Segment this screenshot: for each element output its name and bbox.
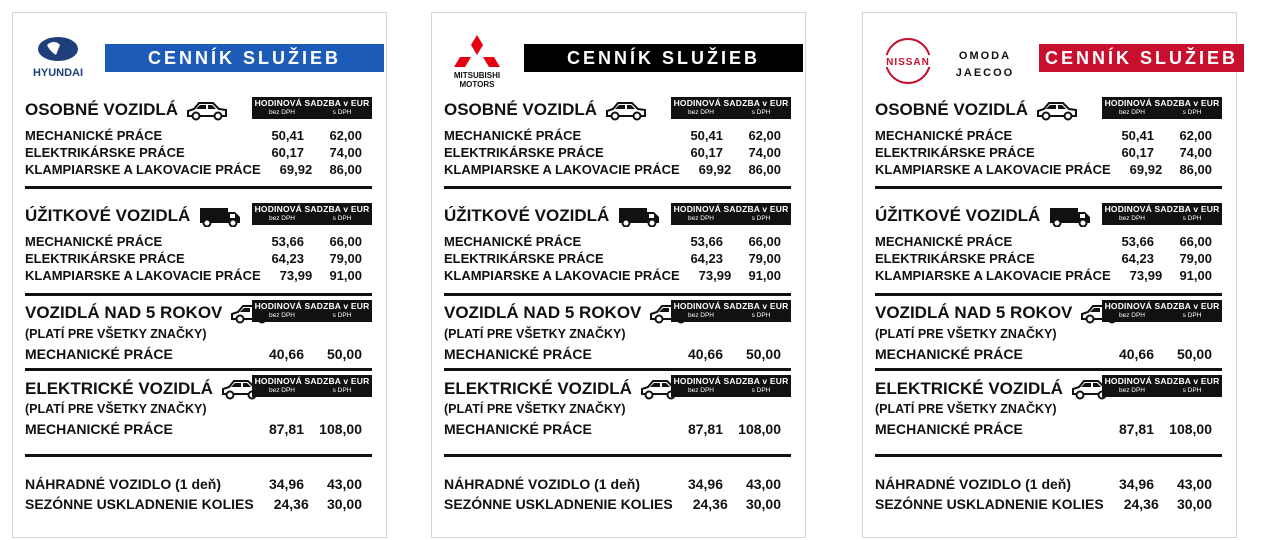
section-title-text: VOZIDLÁ NAD 5 ROKOV	[25, 303, 223, 322]
section-title-text: OSOBNÉ VOZIDLÁ	[444, 100, 598, 119]
price-row	[25, 345, 372, 362]
section-subtitle: (PLATÍ PRE VŠETKY ZNAČKY)	[25, 327, 207, 341]
price-row	[444, 161, 791, 178]
price-gross: 79,00	[748, 251, 781, 266]
price-gross: 43,00	[326, 475, 362, 492]
price-gross: 79,00	[329, 251, 362, 266]
price-row	[875, 267, 1222, 284]
price-row-label: SEZÓNNE USKLADNENIE KOLIES	[25, 495, 254, 512]
price-row	[444, 420, 791, 437]
section-subtitle: (PLATÍ PRE VŠETKY ZNAČKY)	[444, 327, 626, 341]
price-net: 73,99	[1129, 268, 1163, 283]
rate-col-net: bez DPH	[687, 215, 714, 222]
price-row	[444, 233, 791, 250]
section-divider	[444, 368, 791, 371]
brand-logo	[863, 33, 1033, 93]
price-gross: 91,00	[1179, 268, 1212, 283]
price-card-nissan-omoda-jaecoo	[862, 12, 1237, 538]
price-net: 34,96	[687, 475, 723, 492]
price-net: 69,92	[279, 162, 313, 177]
rate-header-title: HODINOVÁ SADZBA v EUR	[254, 301, 370, 311]
price-row-label: MECHANICKÉ PRÁCE	[25, 420, 173, 437]
price-row-label: KLAMPIARSKE A LAKOVACIE PRÁCE	[444, 268, 680, 283]
price-row-label: NÁHRADNÉ VOZIDLO (1 deň)	[875, 475, 1071, 492]
section-divider	[875, 186, 1222, 189]
section-title-text: VOZIDLÁ NAD 5 ROKOV	[444, 303, 642, 322]
price-gross: 86,00	[329, 162, 362, 177]
section-title-text: OSOBNÉ VOZIDLÁ	[25, 100, 179, 119]
price-gross: 86,00	[748, 162, 781, 177]
price-gross: 66,00	[748, 234, 781, 249]
rate-header-title: HODINOVÁ SADZBA v EUR	[673, 98, 789, 108]
rate-header-box	[252, 203, 372, 225]
rate-header-title: HODINOVÁ SADZBA v EUR	[1104, 301, 1220, 311]
price-row-label: MECHANICKÉ PRÁCE	[25, 345, 173, 362]
rate-col-gross: s DPH	[1182, 387, 1202, 394]
rate-header-box	[671, 203, 791, 225]
price-row-label: MECHANICKÉ PRÁCE	[444, 128, 582, 143]
rate-col-gross: s DPH	[332, 312, 352, 319]
price-row-label: MECHANICKÉ PRÁCE	[875, 345, 1023, 362]
price-row	[444, 475, 791, 492]
price-gross: 108,00	[738, 420, 781, 437]
car-icon	[186, 99, 228, 121]
price-net: 53,66	[1121, 234, 1154, 249]
rate-col-gross: s DPH	[751, 109, 771, 116]
price-row-label: KLAMPIARSKE A LAKOVACIE PRÁCE	[25, 268, 261, 283]
rate-header-title: HODINOVÁ SADZBA v EUR	[1104, 204, 1220, 214]
section-divider	[444, 186, 791, 189]
price-row	[444, 345, 791, 362]
price-row	[444, 495, 791, 512]
car-icon	[605, 99, 647, 121]
section-title	[875, 205, 1092, 227]
header-bar	[1039, 44, 1244, 72]
section-title	[25, 99, 228, 121]
rate-header-columns	[252, 312, 372, 320]
price-row	[25, 233, 372, 250]
brand-logo	[13, 33, 103, 93]
price-gross: 62,00	[1179, 128, 1212, 143]
rate-header-box	[252, 375, 372, 397]
rate-col-gross: s DPH	[751, 215, 771, 222]
price-net: 87,81	[268, 420, 304, 437]
hyundai-wordmark: HYUNDAI	[32, 67, 84, 79]
price-row	[875, 127, 1222, 144]
price-gross: 43,00	[745, 475, 781, 492]
price-gross: 91,00	[329, 268, 362, 283]
price-row-label: MECHANICKÉ PRÁCE	[444, 234, 582, 249]
section-title-text: ELEKTRICKÉ VOZIDLÁ	[875, 379, 1063, 398]
rate-header-title: HODINOVÁ SADZBA v EUR	[673, 204, 789, 214]
header-bar	[105, 44, 384, 72]
price-net: 40,66	[268, 345, 304, 362]
section-divider	[25, 293, 372, 296]
price-row	[25, 267, 372, 284]
van-icon	[1048, 205, 1092, 227]
price-net: 24,36	[1123, 495, 1159, 512]
price-net: 34,96	[1118, 475, 1154, 492]
rate-col-net: bez DPH	[268, 312, 295, 319]
price-row	[25, 161, 372, 178]
price-row	[875, 161, 1222, 178]
rate-header-box	[252, 97, 372, 119]
section-title	[444, 302, 691, 324]
svg-text:NISSAN: NISSAN	[886, 57, 930, 68]
price-row	[25, 475, 372, 492]
price-row-label: MECHANICKÉ PRÁCE	[875, 420, 1023, 437]
price-gross: 74,00	[329, 145, 362, 160]
price-row-label: KLAMPIARSKE A LAKOVACIE PRÁCE	[25, 162, 261, 177]
price-net: 53,66	[271, 234, 304, 249]
rate-col-gross: s DPH	[332, 215, 352, 222]
section-title-text: VOZIDLÁ NAD 5 ROKOV	[875, 303, 1073, 322]
price-row	[875, 345, 1222, 362]
rate-header-box	[1102, 375, 1222, 397]
price-row-label: KLAMPIARSKE A LAKOVACIE PRÁCE	[875, 162, 1111, 177]
rate-col-gross: s DPH	[1182, 109, 1202, 116]
section-subtitle: (PLATÍ PRE VŠETKY ZNAČKY)	[25, 402, 207, 416]
van-icon	[617, 205, 661, 227]
rate-header-title: HODINOVÁ SADZBA v EUR	[673, 376, 789, 386]
rate-header-columns	[671, 215, 791, 223]
price-row	[444, 250, 791, 267]
rate-col-gross: s DPH	[332, 387, 352, 394]
van-icon	[198, 205, 242, 227]
rate-col-net: bez DPH	[268, 387, 295, 394]
rate-header-columns	[671, 109, 791, 117]
rate-col-net: bez DPH	[687, 387, 714, 394]
rate-col-net: bez DPH	[1118, 109, 1145, 116]
section-divider	[25, 454, 372, 457]
price-net: 73,99	[279, 268, 313, 283]
price-net: 87,81	[687, 420, 723, 437]
price-row	[444, 144, 791, 161]
rate-header-box	[671, 375, 791, 397]
hyundai-logo	[13, 33, 103, 93]
section-divider	[875, 454, 1222, 457]
rate-header-box	[1102, 97, 1222, 119]
section-subtitle: (PLATÍ PRE VŠETKY ZNAČKY)	[875, 327, 1057, 341]
price-row-label: ELEKTRIKÁRSKE PRÁCE	[444, 145, 604, 160]
rate-header-columns	[252, 109, 372, 117]
rate-col-net: bez DPH	[1118, 312, 1145, 319]
price-net: 50,41	[1121, 128, 1154, 143]
nissan-omoda-jaecoo-logos	[863, 33, 1033, 93]
rate-col-net: bez DPH	[268, 215, 295, 222]
rate-header-columns	[252, 215, 372, 223]
section-divider	[875, 368, 1222, 371]
price-row-label: MECHANICKÉ PRÁCE	[444, 345, 592, 362]
price-row	[444, 127, 791, 144]
price-net: 69,92	[1129, 162, 1163, 177]
section-title-text: ELEKTRICKÉ VOZIDLÁ	[444, 379, 632, 398]
price-gross: 43,00	[1176, 475, 1212, 492]
price-net: 40,66	[687, 345, 723, 362]
section-divider	[25, 186, 372, 189]
price-gross: 30,00	[326, 495, 362, 512]
section-title	[875, 99, 1078, 121]
rate-header-box	[1102, 203, 1222, 225]
price-row-label: NÁHRADNÉ VOZIDLO (1 deň)	[25, 475, 221, 492]
section-subtitle: (PLATÍ PRE VŠETKY ZNAČKY)	[875, 402, 1057, 416]
svg-text:MOTORS: MOTORS	[459, 80, 495, 89]
price-row	[875, 420, 1222, 437]
price-card-mitsubishi	[431, 12, 806, 538]
price-net: 34,96	[268, 475, 304, 492]
rate-header-title: HODINOVÁ SADZBA v EUR	[673, 301, 789, 311]
price-row-label: KLAMPIARSKE A LAKOVACIE PRÁCE	[875, 268, 1111, 283]
price-net: 64,23	[1121, 251, 1154, 266]
rate-header-columns	[671, 387, 791, 395]
price-net: 73,99	[698, 268, 732, 283]
rate-header-title: HODINOVÁ SADZBA v EUR	[254, 204, 370, 214]
price-row	[25, 420, 372, 437]
price-row	[875, 475, 1222, 492]
price-gross: 79,00	[1179, 251, 1212, 266]
rate-header-title: HODINOVÁ SADZBA v EUR	[1104, 98, 1220, 108]
price-net: 64,23	[690, 251, 723, 266]
section-divider	[25, 368, 372, 371]
rate-col-net: bez DPH	[1118, 387, 1145, 394]
price-gross: 30,00	[1176, 495, 1212, 512]
rate-header-title: HODINOVÁ SADZBA v EUR	[254, 376, 370, 386]
price-row-label: SEZÓNNE USKLADNENIE KOLIES	[875, 495, 1104, 512]
section-divider	[875, 293, 1222, 296]
section-divider	[444, 454, 791, 457]
rate-header-box	[671, 97, 791, 119]
section-title	[25, 377, 273, 401]
price-gross: 30,00	[745, 495, 781, 512]
price-net: 60,17	[690, 145, 723, 160]
section-divider	[444, 293, 791, 296]
section-title	[444, 205, 661, 227]
section-subtitle: (PLATÍ PRE VŠETKY ZNAČKY)	[444, 402, 626, 416]
price-net: 69,92	[698, 162, 732, 177]
price-gross: 66,00	[329, 234, 362, 249]
price-gross: 66,00	[1179, 234, 1212, 249]
rate-col-gross: s DPH	[1182, 215, 1202, 222]
price-row	[25, 250, 372, 267]
price-row-label: ELEKTRIKÁRSKE PRÁCE	[444, 251, 604, 266]
price-gross: 50,00	[326, 345, 362, 362]
price-gross: 62,00	[329, 128, 362, 143]
section-title	[25, 302, 272, 324]
price-net: 24,36	[273, 495, 309, 512]
rate-header-columns	[1102, 109, 1222, 117]
price-net: 40,66	[1118, 345, 1154, 362]
svg-text:JAECOO: JAECOO	[955, 67, 1015, 79]
price-row	[25, 144, 372, 161]
price-row	[875, 233, 1222, 250]
section-title-text: ÚŽITKOVÉ VOZIDLÁ	[875, 206, 1041, 225]
price-row-label: MECHANICKÉ PRÁCE	[25, 128, 163, 143]
price-row-label: ELEKTRIKÁRSKE PRÁCE	[875, 145, 1035, 160]
price-row	[25, 495, 372, 512]
rate-header-columns	[1102, 215, 1222, 223]
rate-col-net: bez DPH	[268, 109, 295, 116]
price-row-label: SEZÓNNE USKLADNENIE KOLIES	[444, 495, 673, 512]
rate-col-gross: s DPH	[751, 387, 771, 394]
price-net: 60,17	[271, 145, 304, 160]
section-title-text: ÚŽITKOVÉ VOZIDLÁ	[444, 206, 610, 225]
section-title	[875, 302, 1122, 324]
section-title	[875, 377, 1123, 401]
price-row-label: MECHANICKÉ PRÁCE	[875, 234, 1013, 249]
rate-col-net: bez DPH	[687, 312, 714, 319]
price-net: 50,41	[271, 128, 304, 143]
rate-header-columns	[671, 312, 791, 320]
svg-text:OMODA: OMODA	[958, 50, 1012, 62]
price-gross: 50,00	[1176, 345, 1212, 362]
section-title	[25, 205, 242, 227]
car-icon	[1036, 99, 1078, 121]
rate-col-gross: s DPH	[332, 109, 352, 116]
rate-col-net: bez DPH	[1118, 215, 1145, 222]
price-row-label: MECHANICKÉ PRÁCE	[875, 128, 1013, 143]
brand-logo	[432, 33, 522, 93]
rate-header-box	[1102, 300, 1222, 322]
price-gross: 108,00	[1169, 420, 1212, 437]
header-bar	[524, 44, 803, 72]
price-row-label: MECHANICKÉ PRÁCE	[25, 234, 163, 249]
price-gross: 74,00	[1179, 145, 1212, 160]
price-row-label: KLAMPIARSKE A LAKOVACIE PRÁCE	[444, 162, 680, 177]
price-row-label: ELEKTRIKÁRSKE PRÁCE	[25, 251, 185, 266]
price-gross: 91,00	[748, 268, 781, 283]
price-gross: 108,00	[319, 420, 362, 437]
rate-header-title: HODINOVÁ SADZBA v EUR	[254, 98, 370, 108]
rate-header-columns	[252, 387, 372, 395]
header-title: CENNÍK SLUŽIEB	[147, 47, 341, 68]
price-row-label: NÁHRADNÉ VOZIDLO (1 deň)	[444, 475, 640, 492]
price-row	[875, 144, 1222, 161]
section-title-text: ÚŽITKOVÉ VOZIDLÁ	[25, 206, 191, 225]
price-row-label: ELEKTRIKÁRSKE PRÁCE	[25, 145, 185, 160]
rate-header-columns	[1102, 387, 1222, 395]
price-gross: 74,00	[748, 145, 781, 160]
price-net: 50,41	[690, 128, 723, 143]
price-row	[875, 495, 1222, 512]
section-title	[444, 99, 647, 121]
price-row	[875, 250, 1222, 267]
price-card-hyundai	[12, 12, 387, 538]
rate-header-box	[671, 300, 791, 322]
rate-header-box	[252, 300, 372, 322]
price-row	[25, 127, 372, 144]
section-title-text: ELEKTRICKÉ VOZIDLÁ	[25, 379, 213, 398]
price-gross: 62,00	[748, 128, 781, 143]
price-row	[444, 267, 791, 284]
price-net: 87,81	[1118, 420, 1154, 437]
header-title: CENNÍK SLUŽIEB	[566, 47, 760, 68]
rate-col-net: bez DPH	[687, 109, 714, 116]
price-row-label: MECHANICKÉ PRÁCE	[444, 420, 592, 437]
price-net: 60,17	[1121, 145, 1154, 160]
price-gross: 50,00	[745, 345, 781, 362]
mitsubishi-logo	[432, 33, 522, 93]
svg-text:MITSUBISHI: MITSUBISHI	[453, 71, 501, 80]
section-title-text: OSOBNÉ VOZIDLÁ	[875, 100, 1029, 119]
rate-col-gross: s DPH	[1182, 312, 1202, 319]
price-gross: 86,00	[1179, 162, 1212, 177]
rate-col-gross: s DPH	[751, 312, 771, 319]
section-title	[444, 377, 692, 401]
price-row-label: ELEKTRIKÁRSKE PRÁCE	[875, 251, 1035, 266]
header-title: CENNÍK SLUŽIEB	[1044, 47, 1238, 68]
price-net: 24,36	[692, 495, 728, 512]
price-net: 53,66	[690, 234, 723, 249]
rate-header-columns	[1102, 312, 1222, 320]
rate-header-title: HODINOVÁ SADZBA v EUR	[1104, 376, 1220, 386]
price-net: 64,23	[271, 251, 304, 266]
